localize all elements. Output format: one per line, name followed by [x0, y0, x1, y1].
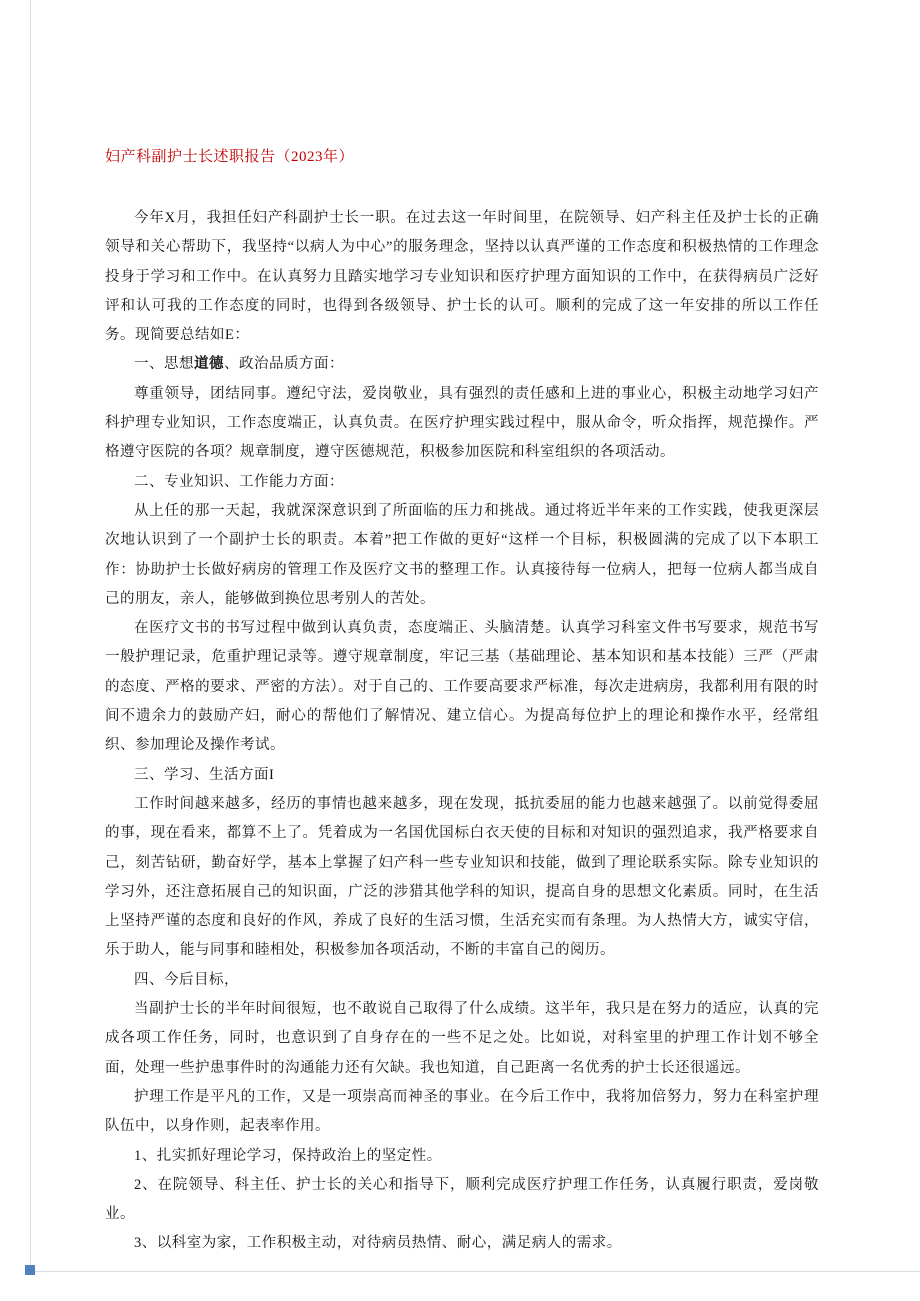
- page-border-bottom: [30, 1271, 920, 1272]
- paragraph-section-2-body-2: 在医疗文书的书写过程中做到认真负责，态度端正、头脑清楚。认真学习科室文件书写要求，规范书写一般护理记录，危重护理记录等。遵守规章制度，牢记三基（基础理论、基本知识和基本技能）三严（严肃的态度、严格的要求、严密的方法）。对于自己的、工作要高要求严标准，每次走进病房，我都利用有限的时间不遗余力的鼓励产妇，耐心的帮他们了解情况、建立信心。为提高每位护上的理论和操作水平，经常组织、参加理论及操作考试。: [105, 620, 819, 754]
- page-border-left: [30, 0, 31, 1272]
- paragraph-section-1-body: 尊重领导，团结同事。遵纪守法，爱岗敬业，具有强烈的责任感和上进的事业心，积极主动地学习妇产科护理专业知识，工作态度端正，认真负责。在医疗护理实践过程中，服从命令，听众指挥，规范操作。严格遵守医院的各项？规章制度，遵守医德规范，积极参加医院和科室组织的各项活动。: [105, 385, 819, 461]
- paragraph-section-2-body-1: 从上任的那一天起，我就深深意识到了所面临的压力和挑战。通过将近半年来的工作实践，使我更深层次地认识到了一个副护士长的职责。本着”把工作做的更好“这样一个目标，积极圆满的完成了以下本职工作：协助护士长做好病房的管理工作及医疗文书的整理工作。认真接待每一位病人，把每一位病人都当成自己的朋友，亲人，能够做到换位思考别人的苦处。: [105, 502, 819, 607]
- goal-item-1: 1、扎实抓好理论学习，保持政治上的坚定性。: [134, 1147, 442, 1164]
- document-body: [105, 146, 819, 1259]
- heading-section-3: 三、学习、生活方面I: [134, 766, 275, 783]
- paragraph-section-4-body-2: 护理工作是平凡的工作，又是一项崇高而神圣的事业。在今后工作中，我将加倍努力，努力在科室护理队伍中，以身作则，起表率作用。: [105, 1088, 819, 1135]
- paragraph-section-4-body-1: 当副护士长的半年时间很短，也不敢说自己取得了什么成绩。这半年，我只是在努力的适应，认真的完成各项工作任务，同时，也意识到了自身存在的一些不足之处。比如说，对科室里的护理工作计划不够全面，处理一些护患事件时的沟通能力还有欠缺。我也知道，自己距离一名优秀的护士长还很遥远。: [105, 1001, 819, 1076]
- goal-item-2: 2、在院领导、科主任、护士长的关心和指导下，顺利完成医疗护理工作任务，认真履行职责，爱岗敬业。: [105, 1176, 819, 1223]
- heading-section-1-post: 、政治品质方面：: [224, 356, 344, 373]
- corner-resize-handle: [25, 1265, 35, 1275]
- heading-section-2: 二、专业知识、工作能力方面：: [134, 473, 344, 490]
- goal-item-3: 3、以科室为家，工作积极主动，对待病员热情、耐心，满足病人的需求。: [134, 1235, 622, 1252]
- heading-section-1-pre: 一、思想: [134, 356, 194, 373]
- document-title: 妇产科副护士长述职报告（2023年）: [105, 149, 355, 165]
- heading-section-1-bold: 道德: [194, 356, 224, 373]
- heading-section-1: [105, 350, 819, 379]
- heading-section-4: 四、今后目标，: [134, 971, 239, 988]
- paragraph-intro: 今年X月，我担任妇产科副护士长一职。在过去这一年时间里，在院领导、妇产科主任及护士长的正确领导和关心帮助下，我坚持“以病人为中心”的服务理念，坚持以认真严谨的工作态度和积极热情的工作理念投身于学习和工作中。在认真努力且踏实地学习专业知识和医疗护理方面知识的工作中，在获得病员广泛好评和认可我的工作态度的同时，也得到各级领导、护士长的认可。顺利的完成了这一年安排的所以工作任务。现简要总结如E：: [105, 210, 819, 344]
- paragraph-section-3-body: 工作时间越来越多，经历的事情也越来越多，现在发现，抵抗委屈的能力也越来越强了。以前觉得委屈的事，现在看来，都算不上了。凭着成为一名国优国标白衣天使的目标和对知识的强烈追求，我严格要求自己，刻苦钻研，勤奋好学，基本上掌握了妇产科一些专业知识和技能，做到了理论联系实际。除专业知识的学习外，还注意拓展自己的知识面，广泛的涉猎其他学科的知识，提高自身的思想文化素质。同时，在生活上坚持严谨的态度和良好的作风，养成了良好的生活习惯，生活充实而有条理。为人热情大方，诚实守信，乐于助人，能与同事和睦相处，积极参加各项活动，不断的丰富自己的阅历。: [105, 795, 819, 959]
